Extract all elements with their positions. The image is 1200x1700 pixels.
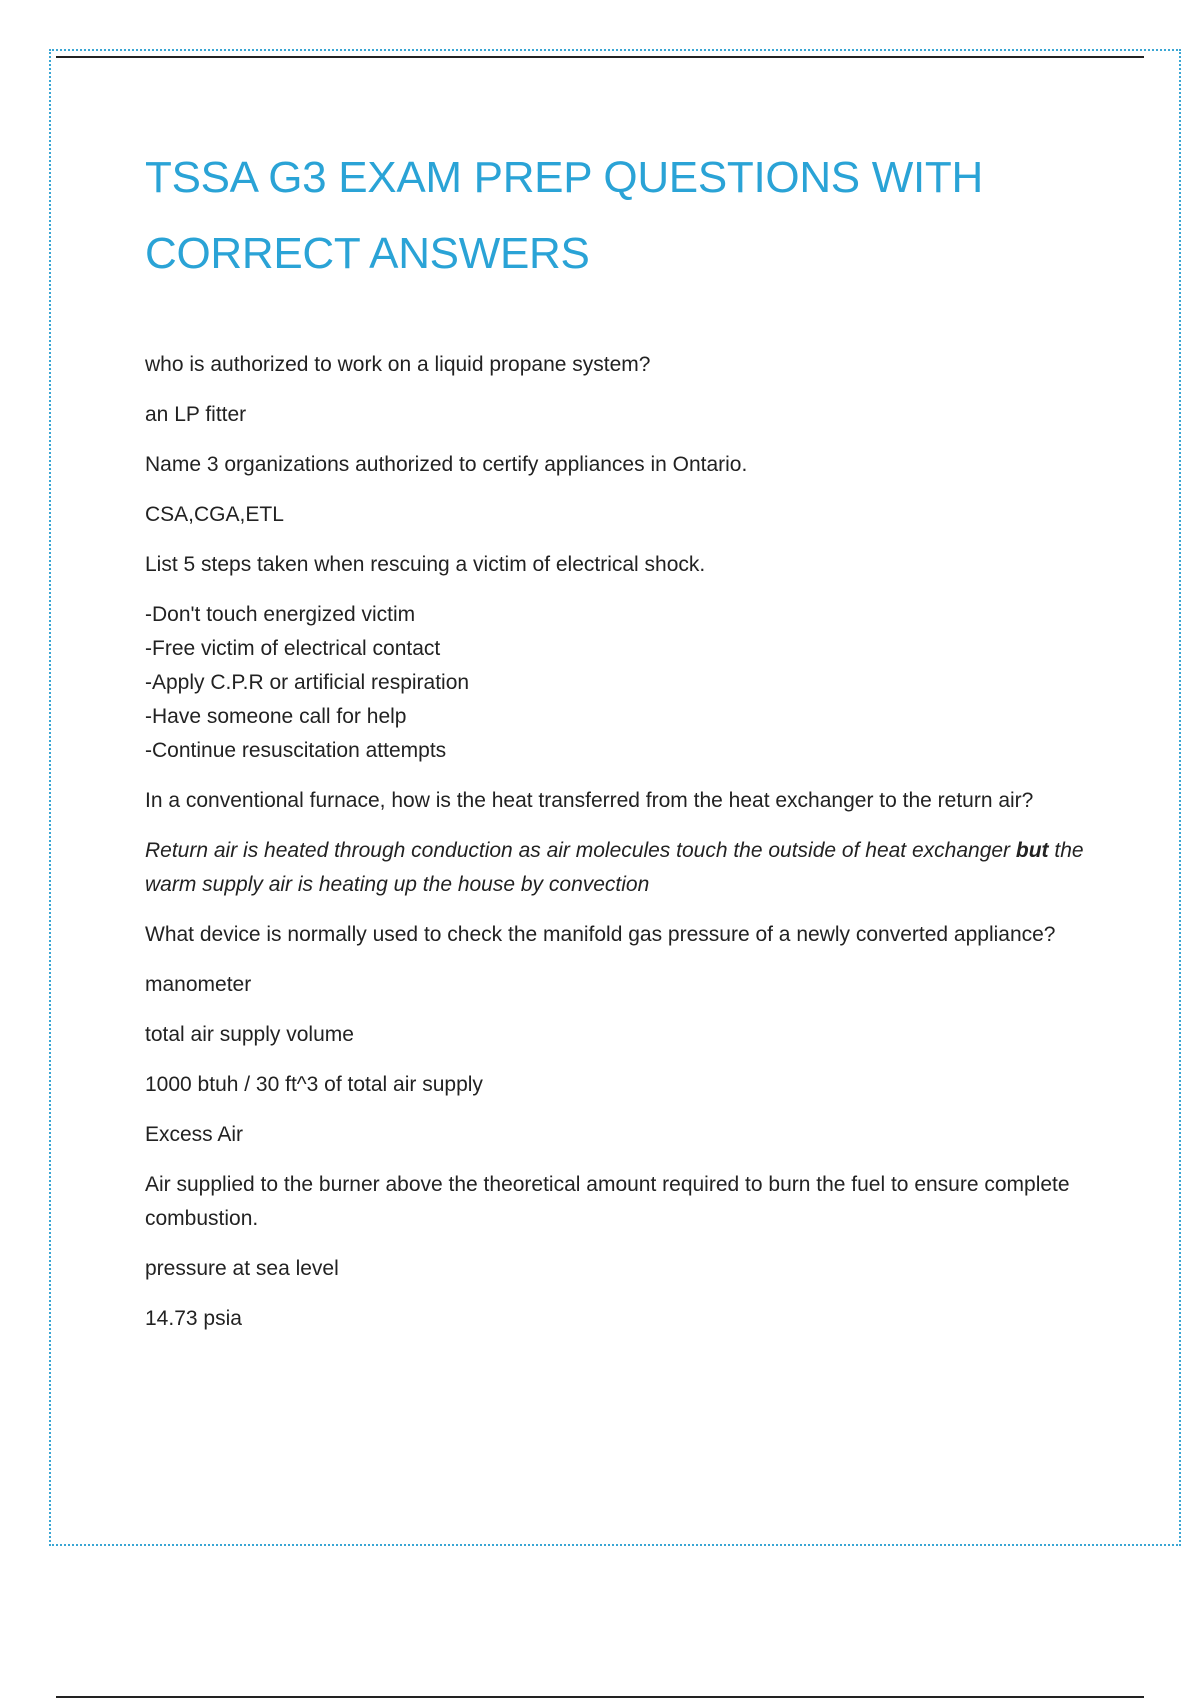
question-1: who is authorized to work on a liquid propane system? <box>145 353 651 376</box>
answer-3-step-1: -Don't touch energized victim <box>145 603 416 626</box>
answer-8: 14.73 psia <box>145 1307 242 1330</box>
answer-3-step-3: -Apply C.P.R or artificial respiration <box>145 671 470 694</box>
answer-4 <box>145 834 1085 902</box>
qa-list <box>145 348 1085 1336</box>
answer-4-part-2: the warm supply air is heating up the house by convection <box>145 839 1084 896</box>
title-line-1: TSSA G3 EXAM PREP QUESTIONS WITH <box>145 153 983 202</box>
bottom-rule-divider <box>56 1696 1144 1698</box>
answer-3-steps <box>145 598 1085 768</box>
question-7: Excess Air <box>145 1123 244 1146</box>
answer-3-step-2: -Free victim of electrical contact <box>145 637 441 660</box>
top-rule-divider <box>56 56 1144 58</box>
title-line-2: CORRECT ANSWERS <box>145 229 590 278</box>
question-3: List 5 steps taken when rescuing a victim of electrical shock. <box>145 553 706 576</box>
document-body <box>145 140 1085 1352</box>
question-6: total air supply volume <box>145 1023 354 1046</box>
answer-1: an LP fitter <box>145 403 247 426</box>
answer-2: CSA,CGA,ETL <box>145 503 284 526</box>
answer-7: Air supplied to the burner above the theoretical amount required to burn the fuel to ensure complete combustion. <box>145 1173 1070 1230</box>
question-4: In a conventional furnace, how is the heat transferred from the heat exchanger to the return air? <box>145 789 1034 812</box>
question-8: pressure at sea level <box>145 1257 339 1280</box>
answer-4-part-1: Return air is heated through conduction as air molecules touch the outside of heat exchanger <box>145 839 1011 862</box>
document-title <box>145 140 1085 292</box>
question-5: What device is normally used to check the manifold gas pressure of a newly converted appliance? <box>145 923 1056 946</box>
question-2: Name 3 organizations authorized to certify appliances in Ontario. <box>145 453 748 476</box>
answer-6: 1000 btuh / 30 ft^3 of total air supply <box>145 1073 483 1096</box>
answer-4-bold: but <box>1015 839 1049 862</box>
answer-3-step-5: -Continue resuscitation attempts <box>145 739 447 762</box>
answer-3-step-4: -Have someone call for help <box>145 705 407 728</box>
answer-5: manometer <box>145 973 252 996</box>
